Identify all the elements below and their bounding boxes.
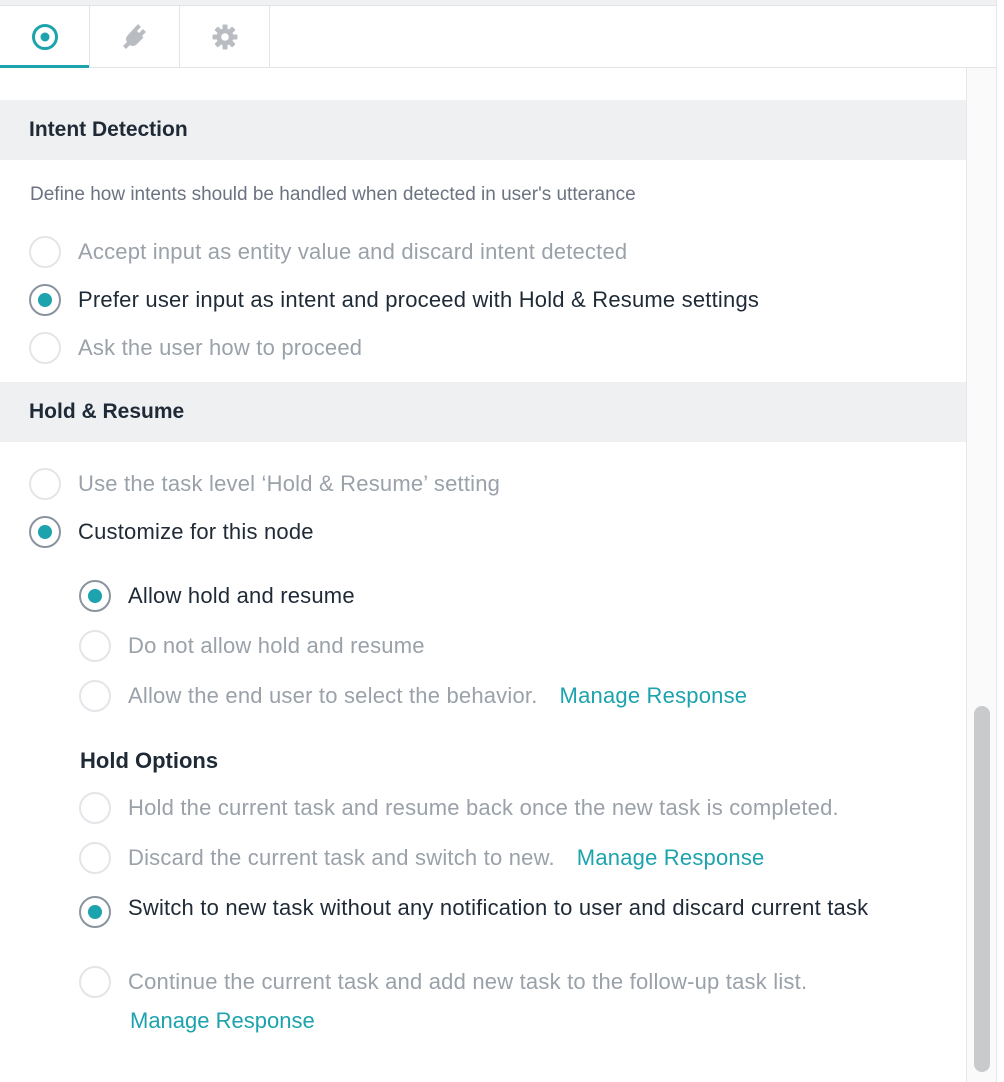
radio-button[interactable]	[79, 680, 111, 712]
tab-bar	[0, 6, 996, 68]
manage-response-link[interactable]: Manage Response	[576, 845, 765, 870]
radio-button-selected[interactable]	[29, 284, 61, 316]
intent-detection-header: Intent Detection	[0, 100, 966, 160]
radio-button[interactable]	[29, 332, 61, 364]
hold-option-task-level[interactable]: Use the task level ‘Hold & Resume’ setting	[29, 468, 500, 500]
hold-option-discard-switch[interactable]: Discard the current task and switch to new. Manage Response	[79, 842, 764, 874]
hold-option-follow-up[interactable]: Continue the current task and add new task to the follow-up task list.	[79, 966, 807, 998]
tab-connections[interactable]	[90, 6, 180, 67]
gear-icon	[210, 22, 240, 52]
tab-settings[interactable]	[180, 6, 270, 67]
radio-button[interactable]	[79, 966, 111, 998]
right-edge	[996, 0, 1004, 1082]
plug-icon	[118, 20, 152, 54]
hold-option-customize[interactable]: Customize for this node	[29, 516, 314, 548]
radio-button[interactable]	[29, 236, 61, 268]
tab-node-properties[interactable]	[0, 6, 90, 67]
radio-button-selected[interactable]	[79, 580, 111, 612]
hold-option-resume-back[interactable]: Hold the current task and resume back once the new task is completed.	[79, 792, 839, 824]
radio-button[interactable]	[79, 792, 111, 824]
radio-button-selected[interactable]	[29, 516, 61, 548]
intent-detection-description: Define how intents should be handled when detected in user's utterance	[30, 184, 636, 205]
manage-response-link[interactable]: Manage Response	[559, 683, 748, 708]
intent-option-ask-user[interactable]: Ask the user how to proceed	[29, 332, 362, 364]
scrollbar-thumb[interactable]	[974, 706, 990, 1072]
custom-option-allow[interactable]: Allow hold and resume	[79, 580, 355, 612]
hold-option-switch-silent[interactable]: Switch to new task without any notification to user and discard current task	[79, 896, 918, 928]
custom-option-disallow[interactable]: Do not allow hold and resume	[79, 630, 425, 662]
intent-option-accept-entity[interactable]: Accept input as entity value and discard intent detected	[29, 236, 627, 268]
hold-resume-header: Hold & Resume	[0, 382, 966, 442]
radio-button[interactable]	[79, 842, 111, 874]
radio-button-selected[interactable]	[79, 896, 111, 928]
hold-options-title: Hold Options	[80, 748, 219, 773]
radio-button[interactable]	[79, 630, 111, 662]
radio-button[interactable]	[29, 468, 61, 500]
custom-option-user-select[interactable]: Allow the end user to select the behavior. Manage Response	[79, 680, 747, 712]
intent-option-prefer-intent[interactable]: Prefer user input as intent and proceed with Hold & Resume settings	[29, 284, 759, 316]
manage-response-link[interactable]: Manage Response	[130, 1008, 315, 1033]
target-icon	[31, 23, 59, 51]
